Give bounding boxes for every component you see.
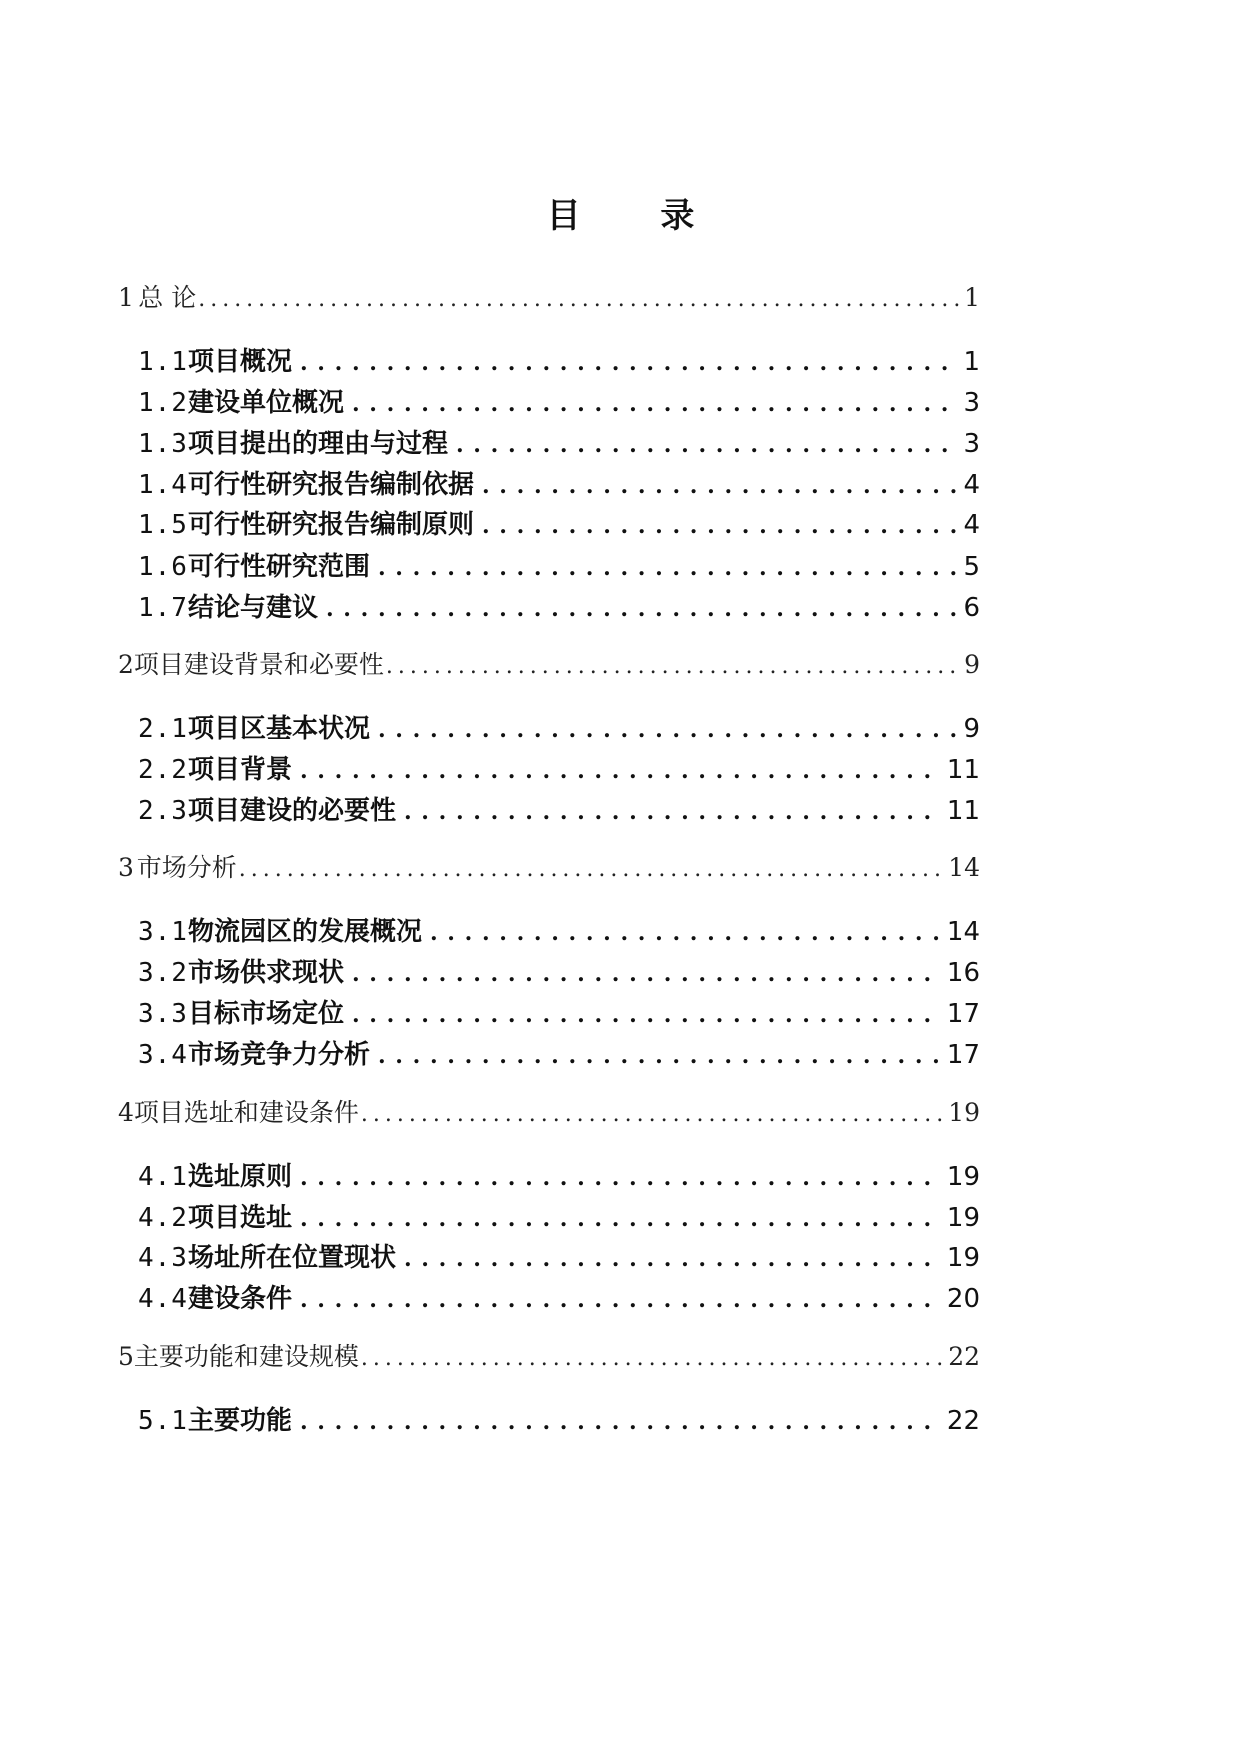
toc-entry-number: 2.1	[138, 714, 188, 744]
toc-dot-leader	[239, 857, 946, 882]
toc-page-number: 19	[948, 1098, 980, 1127]
toc-entry-title: 市场供求现状	[187, 958, 344, 988]
toc-entry-title: 项目建设背景和必要性	[133, 650, 384, 679]
toc-section-row[interactable]	[138, 1156, 980, 1193]
toc-chapter-row[interactable]	[118, 1337, 980, 1373]
toc-page-number: 11	[946, 755, 980, 785]
toc-entry-title: 主要功能	[187, 1406, 292, 1436]
toc-chapter-row[interactable]	[118, 645, 980, 681]
toc-section-row[interactable]	[138, 587, 980, 624]
toc-entry-number: 2.2	[138, 755, 188, 785]
toc-entry-number: 5	[118, 1342, 134, 1371]
toc-entry-number: 4.2	[138, 1203, 188, 1233]
toc-section-row[interactable]	[138, 993, 980, 1030]
toc-entry-number: 1	[118, 283, 134, 312]
toc-section-row[interactable]	[138, 790, 980, 827]
toc-entry-number: 2.3	[138, 796, 188, 826]
toc-chapter-row[interactable]	[118, 848, 980, 884]
toc-entry-number: 1.2	[138, 388, 188, 418]
toc-entry-number: 4.1	[138, 1162, 188, 1192]
toc-entry-title: 总 论	[138, 283, 197, 312]
toc-page-number: 3	[963, 388, 980, 418]
toc-entry-title: 市场竞争力分析	[187, 1040, 370, 1070]
toc-page-number: 19	[946, 1162, 980, 1192]
toc-dot-leader	[378, 1043, 941, 1069]
toc-page-number: 9	[963, 714, 980, 744]
toc-section-row[interactable]	[138, 708, 980, 745]
toc-entry-number: 4.4	[138, 1284, 188, 1314]
toc-section-row[interactable]	[138, 952, 980, 989]
toc-dot-leader	[352, 961, 941, 987]
toc-dot-leader	[404, 799, 941, 825]
toc-chapter-row[interactable]	[118, 1093, 980, 1129]
toc-section-row[interactable]	[138, 504, 980, 541]
toc-entry-title: 可行性研究范围	[187, 552, 370, 582]
toc-dot-leader	[326, 596, 957, 622]
toc-entry-number: 3.1	[138, 917, 188, 947]
toc-entry-title: 项目建设的必要性	[187, 796, 396, 826]
toc-page-number: 9	[964, 650, 980, 679]
toc-entry-title: 物流园区的发展概况	[187, 917, 422, 947]
toc-page-number: 14	[948, 853, 980, 882]
toc-entry-number: 3.3	[138, 999, 188, 1029]
toc-page-number: 22	[948, 1342, 980, 1371]
toc-dot-leader	[361, 1346, 946, 1371]
toc-page-number: 5	[963, 552, 980, 582]
toc-entry-title: 项目选址	[187, 1203, 292, 1233]
toc-section-row[interactable]	[138, 749, 980, 786]
toc-page-number: 11	[946, 796, 980, 826]
toc-entry-title: 项目背景	[187, 755, 292, 785]
toc-entry-title: 建设单位概况	[187, 388, 344, 418]
toc-section-row[interactable]	[138, 382, 980, 419]
toc-entry-title: 可行性研究报告编制依据	[187, 470, 474, 500]
toc-entry-title: 场址所在位置现状	[187, 1243, 396, 1273]
toc-entry-title: 项目选址和建设条件	[133, 1098, 359, 1127]
toc-section-row[interactable]	[138, 1034, 980, 1071]
toc-dot-leader	[300, 1165, 941, 1191]
toc-section-row[interactable]	[138, 341, 980, 378]
toc-page-number: 19	[946, 1203, 980, 1233]
toc-page-number: 4	[963, 510, 980, 540]
toc-entry-title: 选址原则	[187, 1162, 292, 1192]
toc-entry-number: 5.1	[138, 1406, 188, 1436]
toc-entry-number: 1.1	[138, 347, 188, 377]
toc-entry-number: 1.4	[138, 470, 188, 500]
toc-section-row[interactable]	[138, 1400, 980, 1437]
toc-dot-leader	[352, 1002, 941, 1028]
toc-entry-title: 主要功能和建设规模	[133, 1342, 359, 1371]
toc-page-number: 1	[963, 347, 980, 377]
toc-entry-title: 项目概况	[187, 347, 292, 377]
toc-dot-leader	[361, 1102, 946, 1127]
toc-entry-number: 2	[118, 650, 134, 679]
toc-entry-number: 4	[118, 1098, 134, 1127]
toc-entry-number: 3	[118, 853, 134, 882]
toc-dot-leader	[378, 555, 957, 581]
toc-page-number: 16	[946, 958, 980, 988]
toc-section-row[interactable]	[138, 1278, 980, 1315]
toc-page-number: 17	[946, 999, 980, 1029]
toc-dot-leader	[300, 1206, 941, 1232]
toc-dot-leader	[482, 513, 957, 539]
toc-page-number: 22	[946, 1406, 980, 1436]
toc-dot-leader	[456, 432, 957, 458]
toc-entry-title: 项目区基本状况	[187, 714, 370, 744]
toc-dot-leader	[198, 287, 962, 312]
toc-section-row[interactable]	[138, 464, 980, 501]
toc-page-number: 4	[963, 470, 980, 500]
toc-dot-leader	[300, 1409, 941, 1435]
toc-chapter-row[interactable]	[118, 278, 980, 314]
toc-entry-number: 3.2	[138, 958, 188, 988]
toc-dot-leader	[482, 473, 957, 499]
toc-dot-leader	[352, 391, 957, 417]
toc-entry-title: 可行性研究报告编制原则	[187, 510, 474, 540]
toc-entry-number: 1.7	[138, 593, 188, 623]
toc-entry-number: 4.3	[138, 1243, 188, 1273]
toc-entry-number: 1.5	[138, 510, 188, 540]
toc-page-number: 19	[946, 1243, 980, 1273]
toc-page-number: 14	[946, 917, 980, 947]
toc-entry-title: 目标市场定位	[187, 999, 344, 1029]
toc-page-number: 17	[946, 1040, 980, 1070]
toc-entry-number: 1.6	[138, 552, 188, 582]
toc-dot-leader	[300, 1287, 941, 1313]
toc-section-row[interactable]	[138, 1197, 980, 1234]
toc-dot-leader	[386, 654, 962, 679]
toc-entry-title: 结论与建议	[187, 593, 318, 623]
toc-page-number: 6	[963, 593, 980, 623]
toc-section-row[interactable]	[138, 911, 980, 948]
toc-section-row[interactable]	[138, 423, 980, 460]
toc-entry-title: 项目提出的理由与过程	[187, 429, 448, 459]
toc-dot-leader	[404, 1246, 941, 1272]
toc-entry-number: 3.4	[138, 1040, 188, 1070]
toc-dot-leader	[300, 350, 957, 376]
toc-section-row[interactable]	[138, 1237, 980, 1274]
toc-dot-leader	[430, 920, 941, 946]
toc-page-number: 3	[963, 429, 980, 459]
toc-entry-number: 1.3	[138, 429, 188, 459]
toc-dot-leader	[378, 717, 957, 743]
toc-page-number: 1	[964, 283, 980, 312]
toc-entry-title: 建设条件	[187, 1284, 292, 1314]
page-title: 目 录	[546, 196, 729, 236]
toc-dot-leader	[300, 758, 941, 784]
toc-entry-title: 市场分析	[136, 853, 237, 882]
toc-section-row[interactable]	[138, 546, 980, 583]
toc-page-number: 20	[946, 1284, 980, 1314]
